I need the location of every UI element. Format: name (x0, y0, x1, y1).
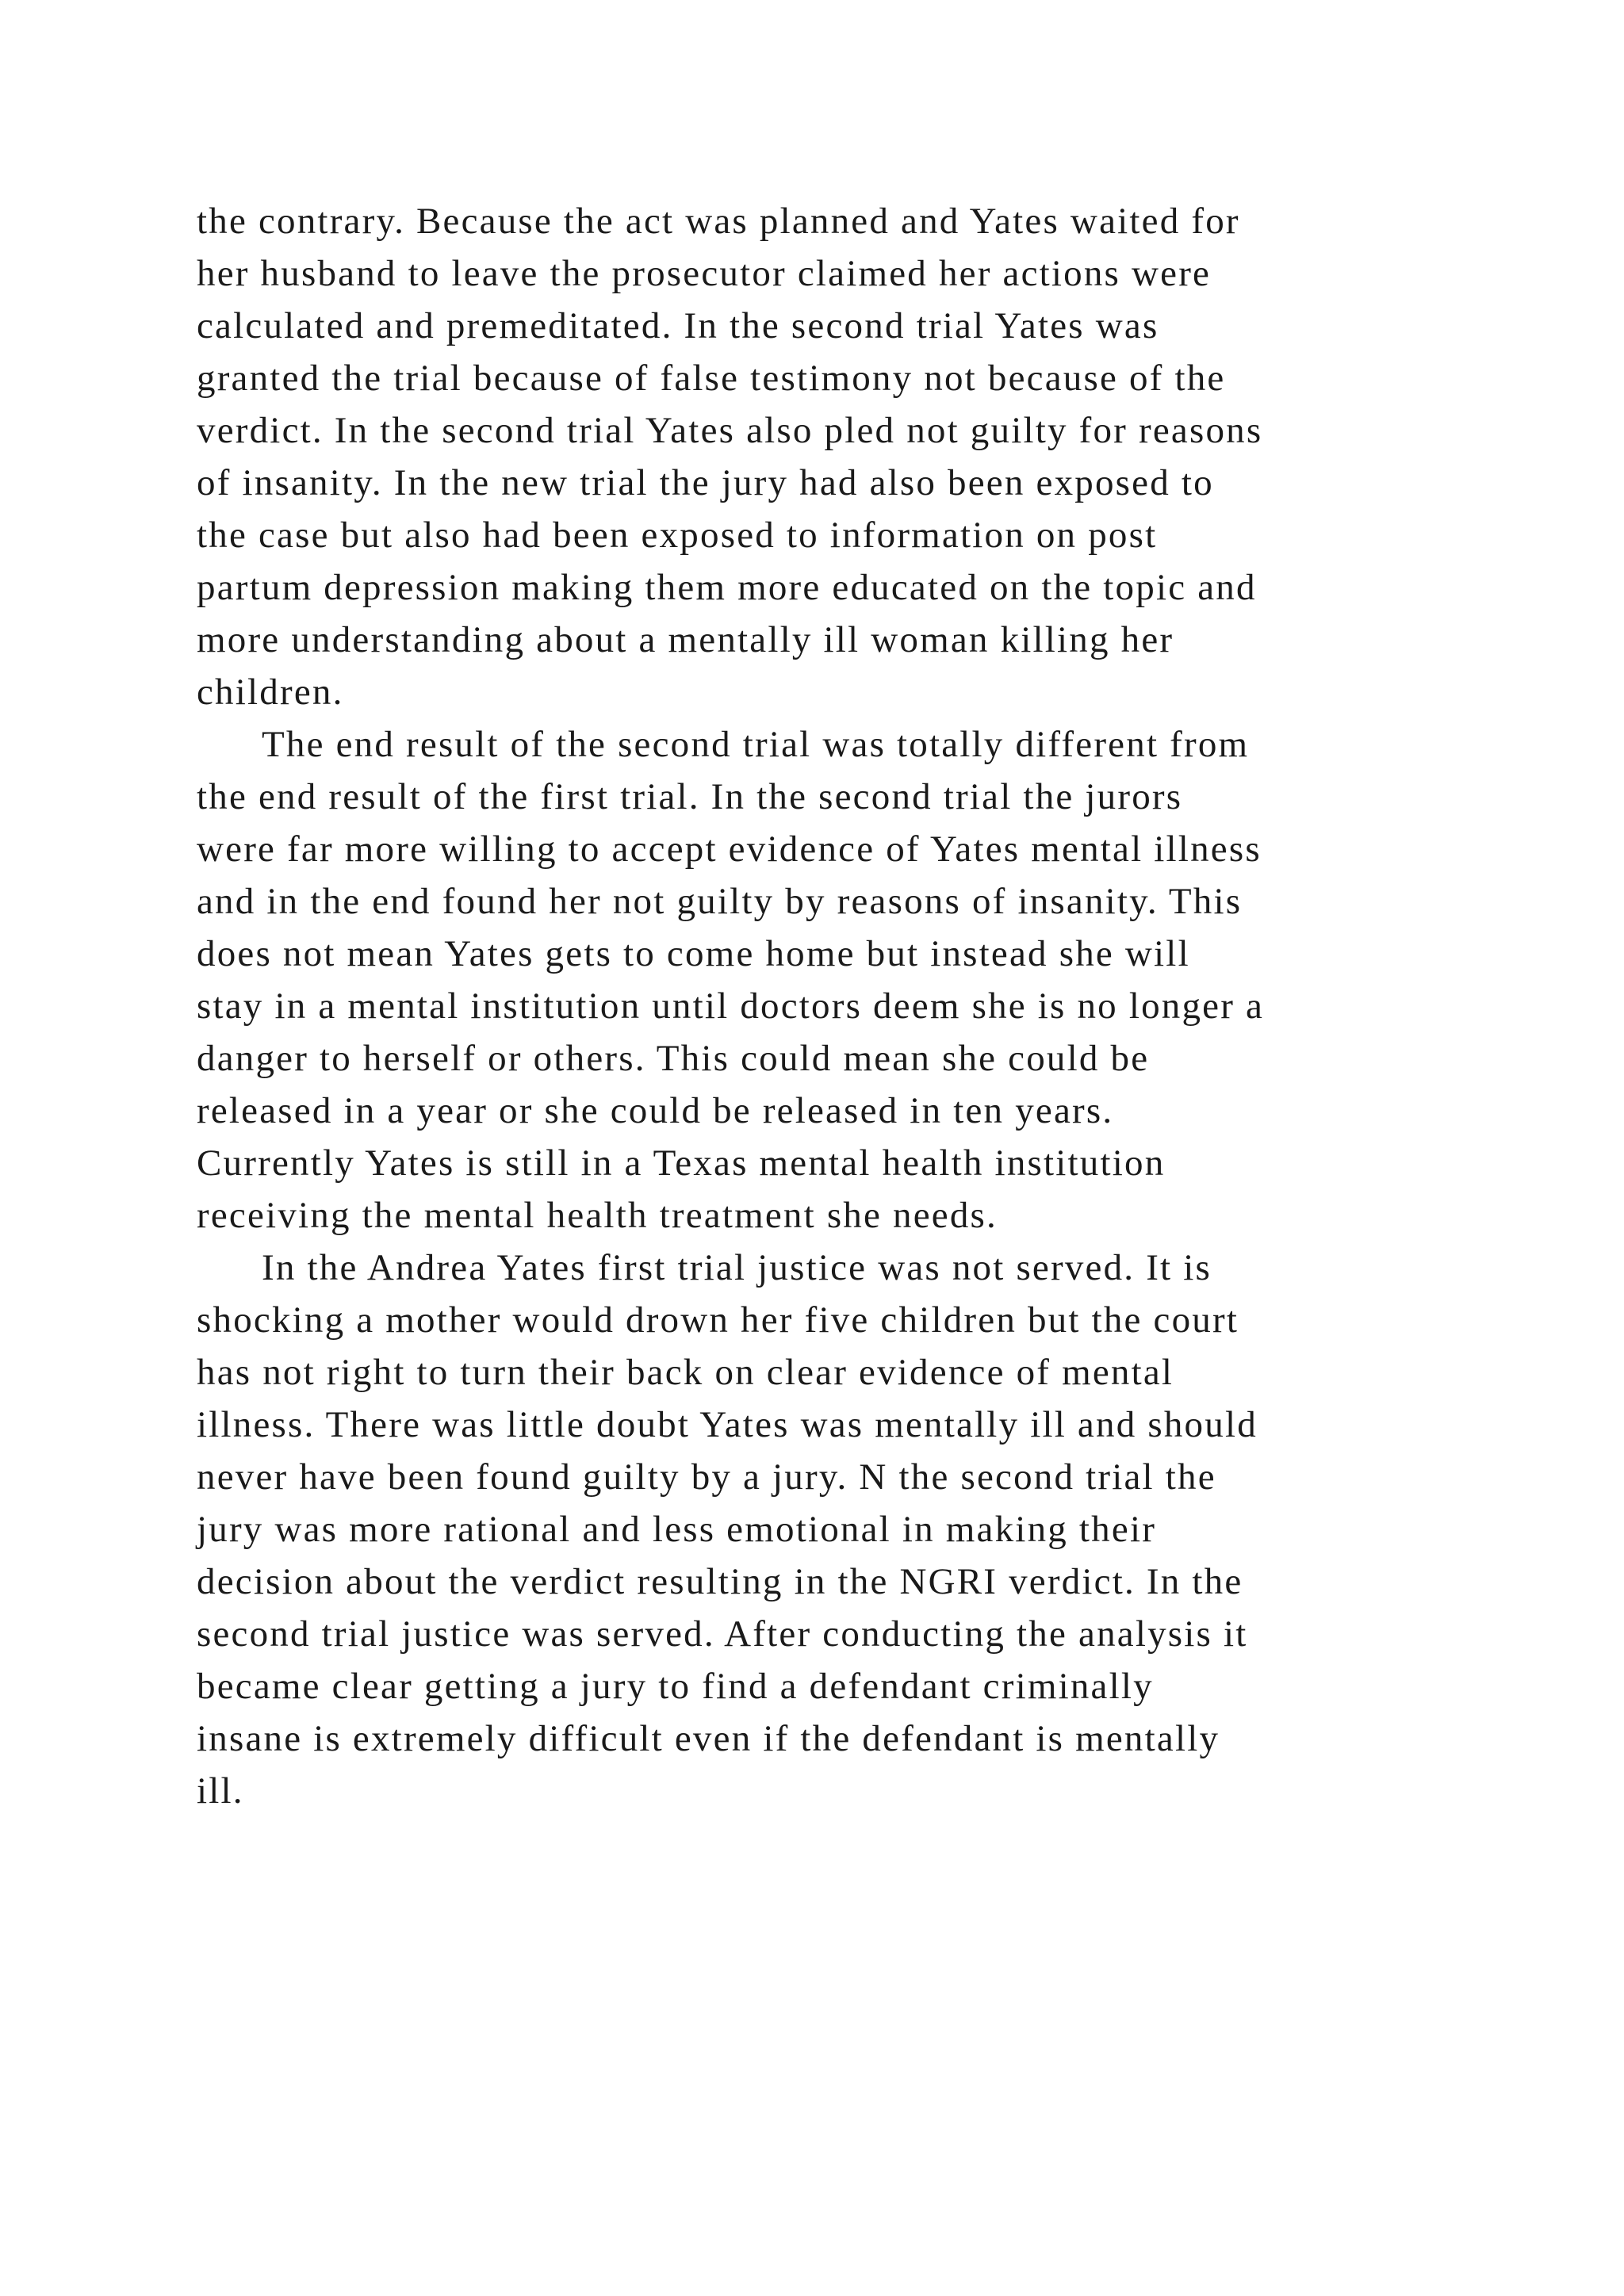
paragraph-first-line: In the Andrea Yates first trial justice was not served. It is (262, 1247, 1212, 1288)
paragraph-first-line: The end result of the second trial was totally different from (262, 724, 1250, 765)
text-line: children. (197, 672, 344, 713)
text-line: stay in a mental institution until doctors deem she is no longer a (197, 985, 1265, 1027)
text-line: the end result of the first trial. In the second trial the jurors (197, 776, 1183, 817)
text-line: calculated and premeditated. In the second trial Yates was (197, 305, 1159, 346)
text-line: released in a year or she could be released in ten years. (197, 1090, 1114, 1131)
text-line: receiving the mental health treatment she needs. (197, 1195, 998, 1236)
text-line: the contrary. Because the act was planned and Yates waited for (197, 201, 1240, 242)
text-line: more understanding about a mentally ill woman killing her (197, 619, 1174, 660)
text-line: and in the end found her not guilty by reasons of insanity. This (197, 881, 1243, 922)
text-line: of insanity. In the new trial the jury had also been exposed to (197, 462, 1214, 503)
text-line: ill. (197, 1770, 244, 1812)
text-line: shocking a mother would drown her five children but the court (197, 1299, 1239, 1341)
text-line: jury was more rational and less emotional in making their (197, 1509, 1157, 1550)
text-line: granted the trial because of false testimony not because of the (197, 358, 1226, 399)
text-line: Currently Yates is still in a Texas mental health institution (197, 1142, 1166, 1184)
text-line: partum depression making them more educated on the topic and (197, 567, 1257, 608)
body-text (197, 195, 1465, 1817)
text-line: became clear getting a jury to find a defendant criminally (197, 1666, 1154, 1707)
text-line: the case but also had been exposed to information on post (197, 515, 1158, 556)
text-line: insane is extremely difficult even if the defendant is mentally (197, 1718, 1220, 1759)
text-line: does not mean Yates gets to come home but instead she will (197, 933, 1190, 974)
text-line: her husband to leave the prosecutor claimed her actions were (197, 253, 1212, 294)
text-line: never have been found guilty by a jury. N the second trial the (197, 1456, 1216, 1498)
text-line: danger to herself or others. This could mean she could be (197, 1038, 1150, 1079)
text-line: decision about the verdict resulting in the NGRI verdict. In the (197, 1561, 1243, 1602)
text-line: has not right to turn their back on clear evidence of mental (197, 1352, 1174, 1393)
text-line: were far more willing to accept evidence of Yates mental illness (197, 828, 1262, 870)
text-line: illness. There was little doubt Yates was mentally ill and should (197, 1404, 1258, 1445)
text-line: second trial justice was served. After conducting the analysis it (197, 1613, 1248, 1655)
text-line: verdict. In the second trial Yates also pled not guilty for reasons (197, 410, 1263, 451)
